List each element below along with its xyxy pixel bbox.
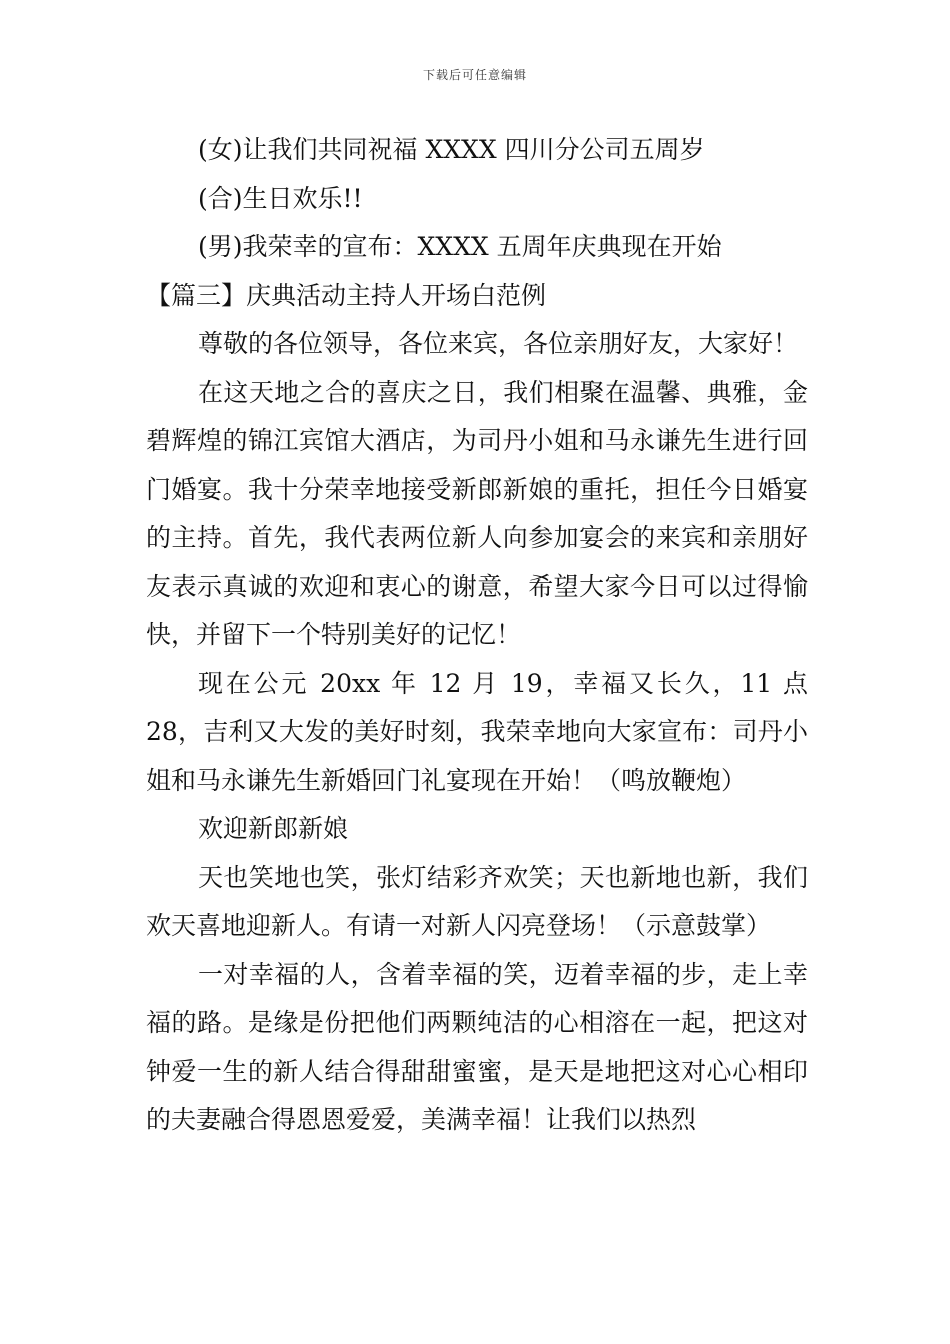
paragraph-blessing: 一对幸福的人，含着幸福的笑，迈着幸福的步，走上幸福的路。是缘是份把他们两颗纯洁的心相溶在一起，把这对钟爱一生的新人结合得甜甜蜜蜜，是天是地把这对心心相印的夫妻融合得恩恩爱爱，美满幸福！让我们以热烈 [146, 959, 808, 1134]
paragraph-date-announcement: 现在公元 20xx 年 12 月 19，幸福又长久，11 点 28，吉利又大发的美好时刻，我荣幸地向大家宣布：司丹小姐和马永谦先生新婚回门礼宴现在开始！（鸣放鞭炮） [146, 668, 808, 795]
document-body [146, 126, 808, 1145]
page-header: 下载后可任意编辑 [422, 68, 527, 82]
paragraph-opening-remarks: 在这天地之合的喜庆之日，我们相聚在温馨、典雅，金碧辉煌的锦江宾馆大酒店，为司丹小姐和马永谦先生进行回门婚宴。我十分荣幸地接受新郎新娘的重托，担任今日婚宴的主持。首先，我代表两位新人向参加宴会的来宾和亲朋好友表示真诚的欢迎和衷心的谢意，希望大家今日可以过得愉快，并留下一个特别美好的记忆！ [146, 377, 808, 649]
paragraph-greeting: 尊敬的各位领导，各位来宾，各位亲朋好友，大家好！ [198, 329, 799, 358]
paragraph-welcome-couple: 欢迎新郎新娘 [198, 814, 349, 843]
paragraph-female-blessing: (女)让我们共同祝福 XXXX 四川分公司五周岁 [198, 135, 705, 164]
section-heading: 【篇三】庆典活动主持人开场白范例 [146, 280, 547, 310]
paragraph-together-birthday: (合)生日欢乐!! [198, 183, 363, 213]
paragraph-male-announcement: (男)我荣幸的宣布：XXXX 五周年庆典现在开始 [198, 232, 722, 261]
paragraph-couple-entrance: 天也笑地也笑，张灯结彩齐欢笑；天也新地也新，我们欢天喜地迎新人。有请一对新人闪亮登场！（示意鼓掌） [146, 862, 808, 940]
